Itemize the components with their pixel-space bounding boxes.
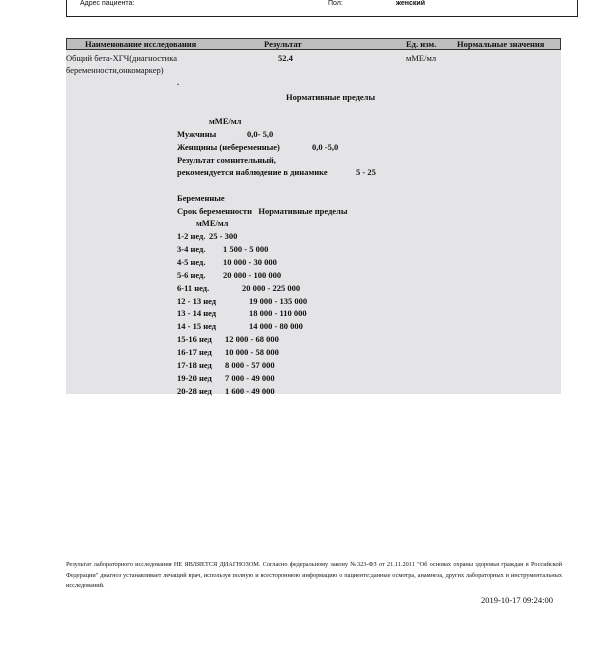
ref-men-value: 0,0- 5,0 — [247, 129, 274, 139]
patient-info-box — [66, 0, 578, 17]
week-term: 5-6 нед. — [177, 269, 206, 280]
result-row — [66, 50, 561, 394]
week-term: 20-28 нед — [177, 385, 212, 396]
week-range: 12 000 - 68 000 — [225, 334, 279, 345]
week-term: 16-17 нед — [177, 347, 212, 358]
patient-address-label: Адрес пациента: — [80, 0, 135, 7]
patient-sex-value: женский — [396, 0, 425, 7]
week-term: 13 - 14 нед — [177, 308, 217, 319]
week-range: 1 500 - 5 000 — [223, 243, 269, 254]
week-range: 10 000 - 30 000 — [223, 256, 277, 267]
ref-unit: мМЕ/мл — [209, 116, 242, 126]
week-range: 19 000 - 135 000 — [249, 295, 308, 306]
patient-sex-label: Пол: — [328, 0, 343, 7]
week-range: 1 600 - 49 000 — [225, 385, 275, 396]
ref-term-unit: мМЕ/мл — [196, 218, 229, 228]
header-result: Результат — [264, 39, 302, 49]
week-term: 19-20 нед — [177, 372, 212, 383]
test-name-line2: беременности,онкомаркер) — [66, 65, 164, 75]
test-name-line1: Общий бета-ХГЧ(диагностика — [66, 53, 177, 63]
week-range: 7 000 - 49 000 — [225, 372, 275, 383]
ref-doubtful-line2: рекомендуется наблюдение в динамике — [177, 167, 328, 177]
ref-men-label: Мужчины — [177, 129, 217, 139]
ref-doubtful-line1: Результат сомнительный, — [177, 155, 276, 165]
ref-women-label: Женщины (небеременные) — [177, 142, 280, 152]
week-range: 14 000 - 80 000 — [249, 321, 303, 332]
header-unit: Ед. изм. — [406, 39, 437, 49]
week-term: 17-18 нед — [177, 360, 212, 370]
header-norm: Нормальные значения — [457, 39, 545, 49]
ref-title: Нормативные пределы — [286, 92, 376, 102]
ref-term-header: Срок беременности Нормативные пределы — [177, 206, 348, 216]
header-test-name: Наименование исследования — [85, 39, 197, 49]
test-unit: мМЕ/мл — [406, 53, 437, 63]
week-term: 15-16 нед — [177, 334, 212, 345]
ref-women-value: 0,0 -5,0 — [312, 142, 339, 152]
week-range: 8 000 - 57 000 — [225, 360, 275, 370]
report-datetime: 2019-10-17 09:24:00 — [481, 595, 554, 605]
disclaimer-note: Результат лабораторного исследования НЕ ЯВЛЯЕТСЯ ДИАГНОЗОМ. Согласно федеральному закону №323-ФЗ от 21.11.2011 "Об основах охраны здоровья граждан в Российской Федерации" диагноз устанавливает лечащий врач, используя полную и всестороннюю информацию о пациенте:данные осмотра, анамнеза, других лабораторных и инструментальных исследований. — [66, 561, 562, 589]
test-result-value: 52.4 — [278, 53, 293, 63]
week-term: 3-4 нед. — [177, 243, 206, 254]
week-range: 10 000 - 58 000 — [225, 347, 279, 358]
ref-pregnant-label: Беременные — [177, 193, 225, 203]
week-range: 20 000 - 225 000 — [242, 282, 301, 293]
results-table-header — [66, 38, 561, 50]
week-term: 4-5 нед. — [177, 256, 206, 267]
week-term: 6-11 нед. — [177, 282, 210, 293]
week-range: 25 - 300 — [209, 231, 238, 241]
week-term: 1-2 нед. — [177, 231, 206, 241]
week-range: 20 000 - 100 000 — [223, 269, 282, 280]
ref-doubtful-value: 5 - 25 — [356, 167, 376, 177]
ref-dot: . — [177, 77, 180, 87]
week-range: 18 000 - 110 000 — [249, 308, 307, 319]
week-term: 14 - 15 нед — [177, 321, 217, 332]
week-term: 12 - 13 нед — [177, 295, 217, 306]
